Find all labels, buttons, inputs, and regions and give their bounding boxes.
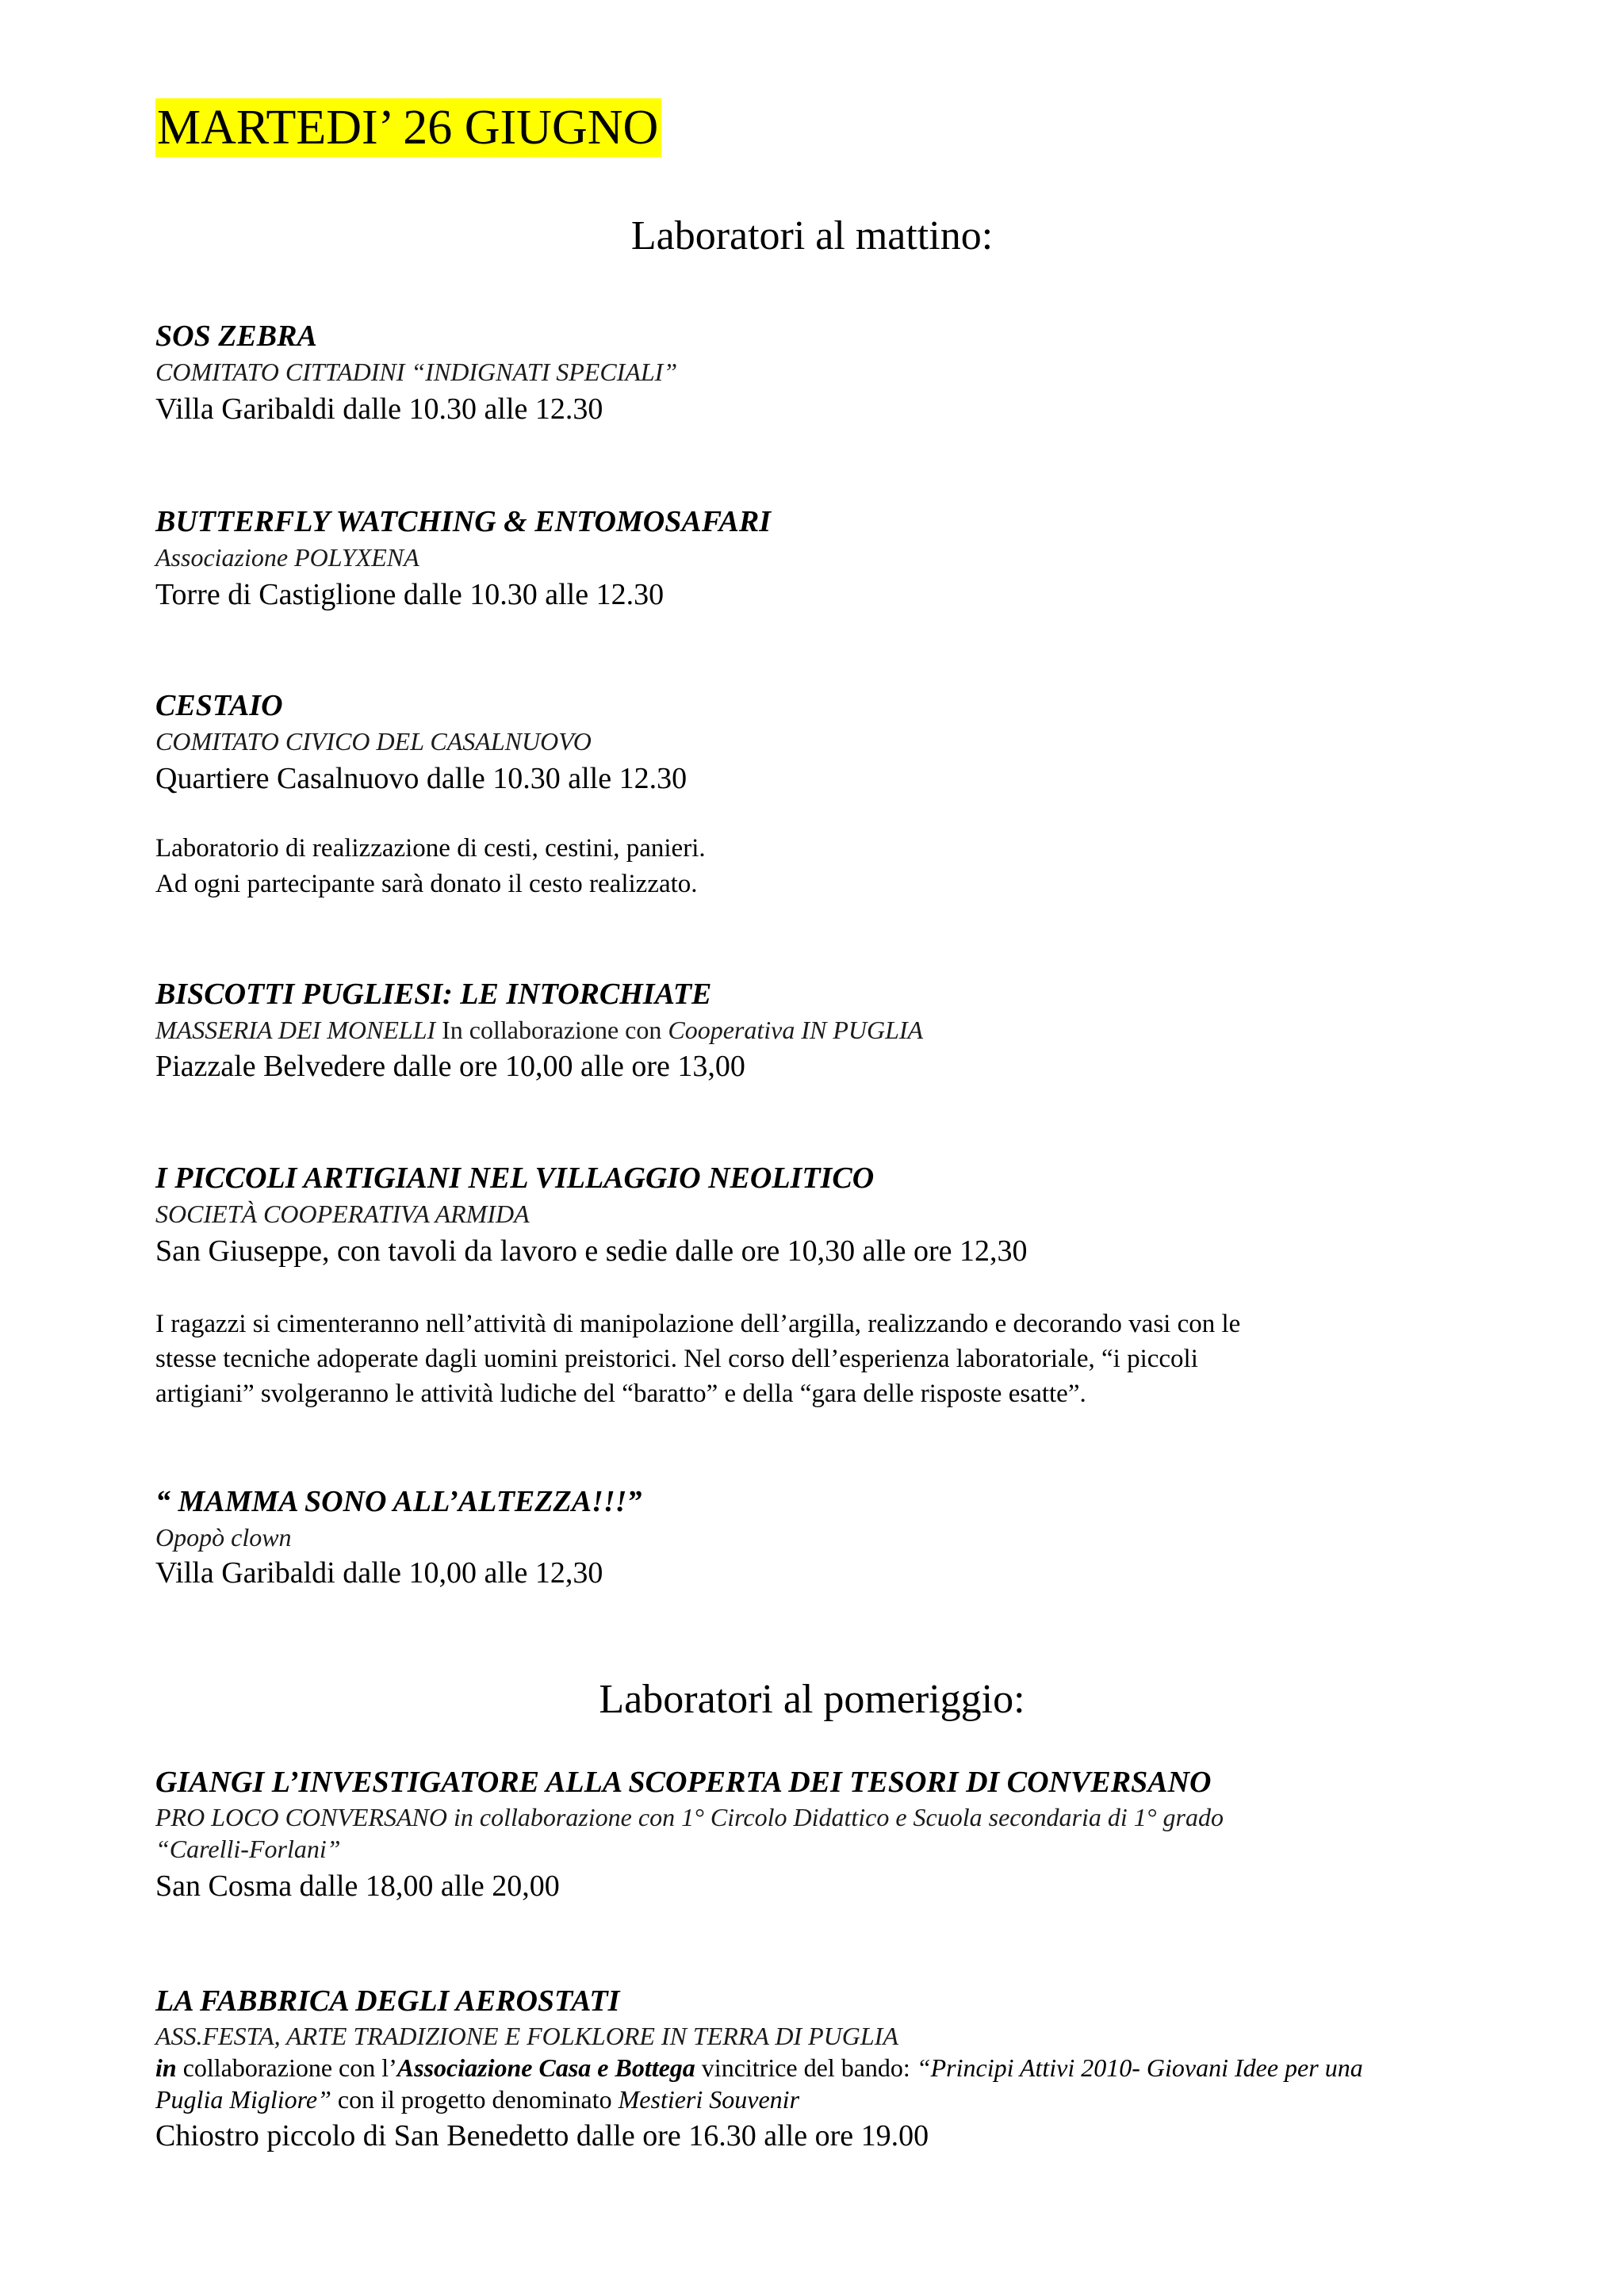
event-title: SOS ZEBRA <box>155 320 317 353</box>
event-location-time: Piazzale Belvedere dalle ore 10,00 alle ore 13,00 <box>155 1050 745 1083</box>
event-location-time: Villa Garibaldi dalle 10,00 alle 12,30 <box>155 1556 603 1590</box>
event-description-line: artigiani” svolgeranno le attività ludiche del “baratto” e della “gara delle risposte esatte”. <box>155 1380 1086 1408</box>
collaboration-line <box>155 2052 1363 2084</box>
event-organizer: ASS.FESTA, ARTE TRADIZIONE E FOLKLORE IN TERRA DI PUGLIA <box>155 2022 898 2050</box>
event-organizer: Associazione POLYXENA <box>155 543 419 572</box>
event-organizer: COMITATO CIVICO DEL CASALNUOVO <box>155 727 592 756</box>
event-organizer: PRO LOCO CONVERSANO in collaborazione con 1° Circolo Didattico e Scuola secondaria di 1° grado <box>155 1803 1224 1831</box>
grant-name: “Principi Attivi 2010- Giovani Idee per una <box>916 2053 1363 2082</box>
event-title: BUTTERFLY WATCHING & ENTOMOSAFARI <box>155 505 772 538</box>
partner-association: Associazione Casa e Bottega <box>396 2053 695 2082</box>
event-description-line: I ragazzi si cimenteranno nell’attività di manipolazione dell’argilla, realizzando e decorando vasi con le <box>155 1310 1241 1338</box>
morning-heading: Laboratori al mattino: <box>630 213 994 258</box>
event-location-time: Torre di Castiglione dalle 10.30 alle 12.30 <box>155 578 665 611</box>
event-title: I PICCOLI ARTIGIANI NEL VILLAGGIO NEOLITICO <box>155 1161 875 1195</box>
grant-name-cont: Puglia Migliore” <box>155 2085 331 2114</box>
event-location-time: Quartiere Casalnuovo dalle 10.30 alle 12.30 <box>155 762 688 795</box>
afternoon-heading: Laboratori al pomeriggio: <box>599 1677 1025 1722</box>
date-title: MARTEDI’ 26 GIUGNO <box>155 98 661 157</box>
event-location-time: Chiostro piccolo di San Benedetto dalle ore 16.30 alle ore 19.00 <box>155 2119 929 2152</box>
event-organizer: SOCIETÀ COOPERATIVA ARMIDA <box>155 1200 530 1228</box>
event-organizer: COMITATO CITTADINI “INDIGNATI SPECIALI” <box>155 358 678 386</box>
partner-name: Cooperativa IN PUGLIA <box>668 1016 924 1044</box>
event-organizer: Opopò clown <box>155 1523 292 1552</box>
event-title: LA FABBRICA DEGLI AEROSTATI <box>155 1984 620 2018</box>
event-location-time: San Giuseppe, con tavoli da lavoro e sedie dalle ore 10,30 alle ore 12,30 <box>155 1234 1028 1268</box>
event-organizer <box>155 1014 923 1046</box>
event-location-time: Villa Garibaldi dalle 10.30 alle 12.30 <box>155 392 603 426</box>
event-title: CESTAIO <box>155 689 283 722</box>
project-text: con il progetto denominato <box>331 2085 619 2114</box>
collaboration-text: In collaborazione con <box>435 1016 668 1044</box>
project-name: Mestieri Souvenir <box>618 2085 800 2114</box>
event-title: “ MAMMA SONO ALL’ALTEZZA!!!” <box>155 1485 642 1518</box>
event-description-line: Ad ogni partecipante sarà donato il cesto realizzato. <box>155 870 698 898</box>
event-title: GIANGI L’INVESTIGATORE ALLA SCOPERTA DEI TESORI DI CONVERSANO <box>155 1766 1212 1799</box>
event-location-time: San Cosma dalle 18,00 alle 20,00 <box>155 1869 560 1903</box>
collab-text: vincitrice del bando: <box>695 2053 917 2082</box>
organizer-name: MASSERIA DEI MONELLI <box>155 1016 436 1044</box>
event-description-line: stesse tecniche adoperate dagli uomini preistorici. Nel corso dell’esperienza laboratoriale, “i piccoli <box>155 1345 1198 1373</box>
collab-prefix: in <box>155 2053 177 2082</box>
event-organizer-line2: “Carelli-Forlani” <box>155 1835 341 1863</box>
event-title: BISCOTTI PUGLIESI: LE INTORCHIATE <box>155 978 712 1011</box>
event-description-line: Laboratorio di realizzazione di cesti, cestini, panieri. <box>155 834 706 863</box>
collab-text: collaborazione con l’ <box>176 2053 397 2082</box>
collaboration-line-2 <box>155 2084 799 2115</box>
